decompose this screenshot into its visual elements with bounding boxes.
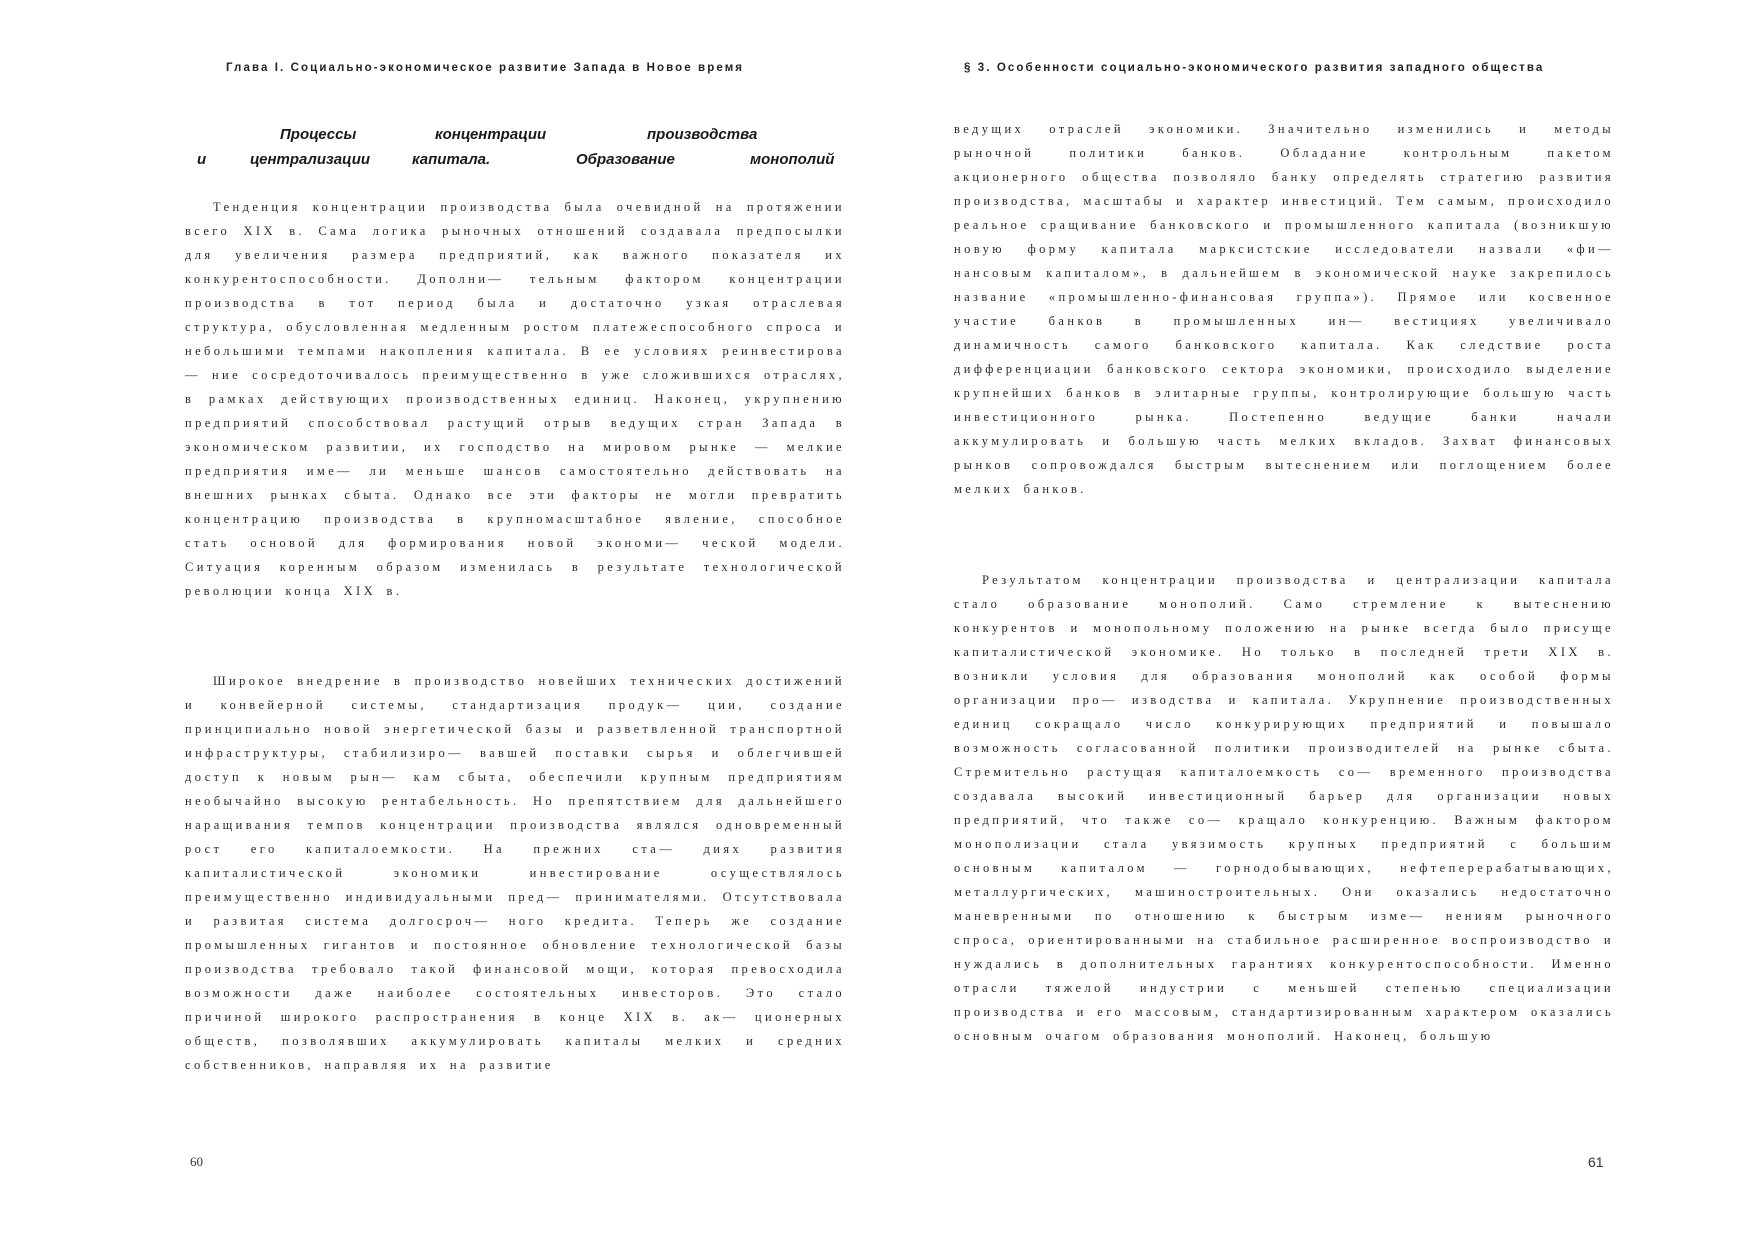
title-word: и: [197, 151, 207, 168]
title-word: производства: [647, 126, 758, 143]
body-text: [954, 568, 1614, 1048]
title-word: концентрации: [435, 126, 547, 143]
right-page: [877, 0, 1754, 1239]
title-word: централизации: [250, 151, 371, 168]
body-text: [185, 195, 845, 603]
title-word: Образование: [576, 151, 675, 168]
body-text: [185, 669, 845, 1077]
running-head-left: Глава I. Социально-экономическое развитие Запада в Новое время: [226, 62, 745, 74]
paragraph: Тенденция концентрации производства была очевидной на протяжении всего XIX в. Сама логика рыночных отношений создавала предпосылки для увеличения размера предприятий, как важного показателя их конкурентоспособности. Дополни— тельным фактором концентрации производства в тот период была и достаточно узкая отраслевая структура, обусловленная медленным ростом платежеспособного спроса и небольшими темпами накопления капитала. В ее условиях реинвестирова— ние сосредоточивалось преимущественно в уже сложившихся отраслях, в рамках действующих производственных единиц. Наконец, укрупнению предприятий способствовал растущий отрыв ведущих стран Запада в экономическом развитии, их господство на мировом рынке — мелкие предприятия име— ли меньше шансов самостоятельно действовать на внешних рынках сбыта. Однако все эти факторы не могли превратить концентрацию производства в крупномасштабное явление, способное стать основой для формирования новой экономи— ческой модели. Ситуация коренным образом изменилась в результате технологической революции конца XIX в.: [185, 200, 845, 598]
title-word: Процессы: [280, 126, 357, 143]
body-text: [954, 117, 1614, 501]
page-number: 61: [1588, 1154, 1604, 1170]
running-head-right: § 3. Особенности социально-экономического развития западного общества: [964, 62, 1545, 74]
paragraph: Широкое внедрение в производство новейших технических достижений и конвейерной системы, стандартизация продук— ции, создание принципиально новой энергетической базы и разветвленной транспортной инфраструктуры, стабилизиро— вавшей поставки сырья и облегчившей доступ к новым рын— кам сбыта, обеспечили крупным предприятиям необычайно высокую рентабельность. Но препятствием для дальнейшего наращивания темпов концентрации производства являлся одновременный рост его капиталоемкости. На прежних ста— диях развития капиталистической экономики инвестирование осуществлялось преимущественно индивидуальными пред— принимателями. Отсутствовала и развитая система долгосроч— ного кредита. Теперь же создание промышленных гигантов и постоянное обновление технологической базы производства требовало такой финансовой мощи, которая превосходила возможности даже наиболее состоятельных инвесторов. Это стало причиной широкого распространения в конце XIX в. ак— ционерных обществ, позволявших аккумулировать капиталы мелких и средних собственников, направляя их на развитие: [185, 674, 845, 1072]
page-number: 60: [190, 1154, 203, 1169]
paragraph: Результатом концентрации производства и централизации капитала стало образование монополий. Само стремление к вытеснению конкурентов и монопольному положению на рынке всегда было присуще капиталистической экономике. Но только в последней трети XIX в. возникли условия для образования монополий как особой формы организации про— изводства и капитала. Укрупнение производственных единиц сокращало число конкурирующих предприятий и повышало возможность согласованной политики производителей на рынке сбыта. Стремительно растущая капиталоемкость со— временного производства создавала высокий инвестиционный барьер для организации новых предприятий, что также со— кращало конкуренцию. Важным фактором монополизации стала увязимость крупных предприятий с большим основным капиталом — горнодобывающих, нефтеперерабатывающих, металлургических, машиностроительных. Они оказались недостаточно маневренными по отношению к быстрым изме— нениям рыночного спроса, ориентированными на стабильное расширенное воспроизводство и нуждались в дополнительных гарантиях конкурентоспособности. Именно отрасли тяжелой индустрии с меньшей степенью специализации производства и его массовым, стандартизированным характером оказались основным очагом образования монополий. Наконец, большую: [954, 573, 1614, 1043]
title-word: монополий: [750, 151, 835, 168]
paragraph: ведущих отраслей экономики. Значительно изменились и методы рыночной политики банков. Обладание контрольным пакетом акционерного общества позволяло банку определять стратегию развития производства, масштабы и характер инвестиций. Тем самым, происходило реальное сращивание банковского и промышленного капитала (возникшую новую форму капитала марксистские исследователи назвали «фи— нансовым капиталом», в дальнейшем в экономической науке закрепилось название «промышленно-финансовая группа»). Прямое или косвенное участие банков в промышленных ин— вестициях увеличивало динамичность самого банковского капитала. Как следствие роста дифференциации банковского сектора экономики, происходило выделение крупнейших банков в элитарные группы, контролирующие большую часть инвестиционного рынка. Постепенно ведущие банки начали аккумулировать и большую часть мелких вкладов. Захват финансовых рынков сопровождался быстрым вытеснением или поглощением более мелких банков.: [954, 122, 1614, 496]
title-word: капитала.: [412, 151, 491, 168]
